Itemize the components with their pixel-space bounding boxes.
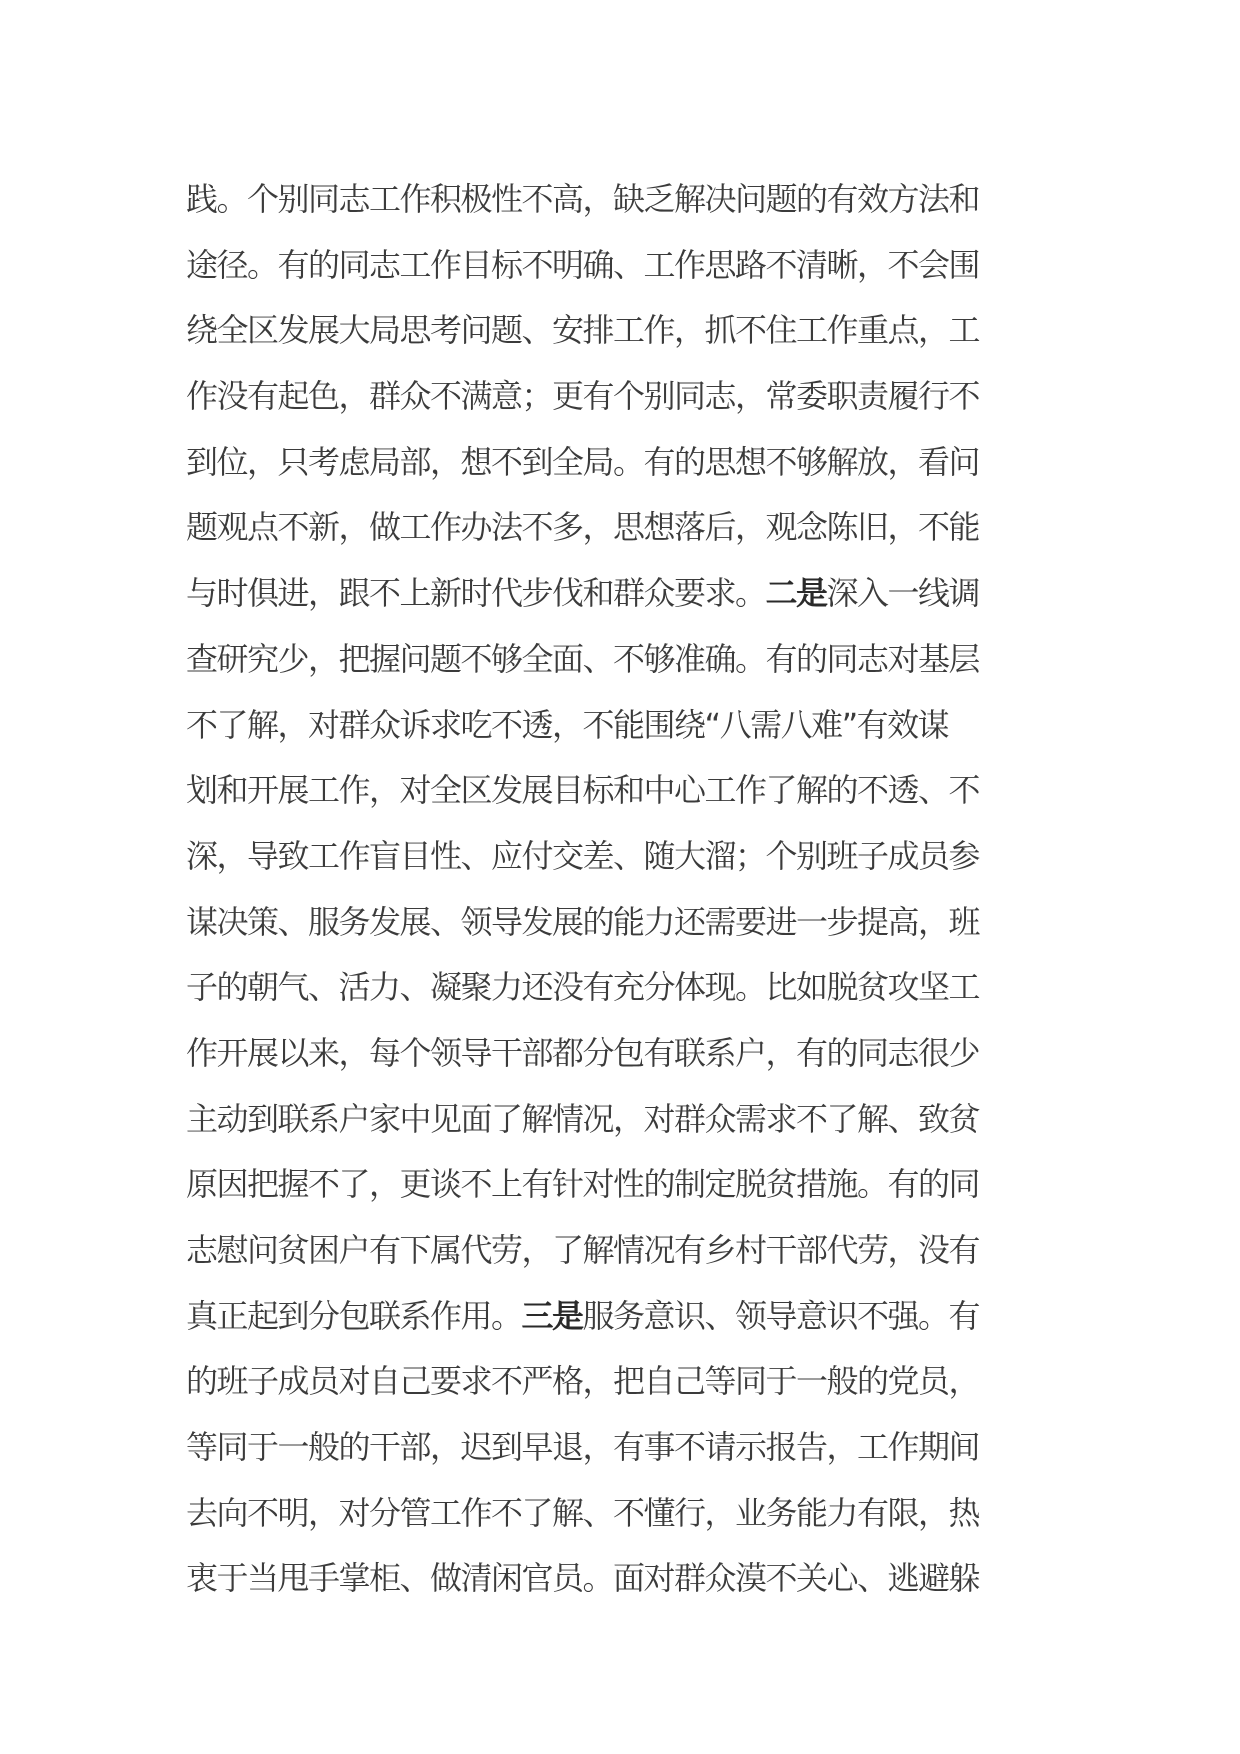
text-line: 到位，只考虑局部，想不到全局。有的思想不够解放，看问 [186, 442, 980, 481]
text-line: 不了解，对群众诉求吃不透，不能围绕“八需八难”有效谋 [186, 705, 949, 744]
text-line: 途径。有的同志工作目标不明确、工作思路不清晰，不会围 [186, 245, 980, 284]
text-line: 志慰问贫困户有下属代劳，了解情况有乡村干部代劳，没有 [186, 1231, 980, 1269]
text-line: 践。个别同志工作积极性不高，缺乏解决问题的有效方法和 [186, 180, 980, 218]
text-line: 题观点不新，做工作办法不多，思想落后，观念陈旧，不能 [186, 508, 980, 547]
text-segment: 深入一线调 [826, 574, 980, 613]
text-segment: 与时俱进，跟不上新时代步伐和群众要求。 [186, 574, 766, 613]
text-line [186, 1284, 1066, 1350]
text-line: 作没有起色，群众不满意；更有个别同志，常委职责履行不 [186, 377, 980, 416]
text-line: 查研究少，把握问题不够全面、不够准确。有的同志对基层 [186, 639, 980, 678]
text-line: 作开展以来，每个领导干部都分包有联系户，有的同志很少 [186, 1033, 980, 1072]
text-line: 的班子成员对自己要求不严格，把自己等同于一般的党员， [186, 1362, 980, 1401]
text-line: 子的朝气、活力、凝聚力还没有充分体现。比如脱贫攻坚工 [186, 968, 980, 1007]
text-segment: 真正起到分包联系作用。 [186, 1296, 522, 1335]
text-line: 原因把握不了，更谈不上有针对性的制定脱贫措施。有的同 [186, 1165, 980, 1204]
text-line [186, 561, 1066, 627]
text-line: 划和开展工作，对全区发展目标和中心工作了解的不透、不 [186, 771, 980, 810]
bold-marker: 三是 [521, 1296, 583, 1335]
text-line: 去向不明，对分管工作不了解、不懂行，业务能力有限，热 [186, 1493, 980, 1532]
text-line: 深，导致工作盲目性、应付交差、随大溜；个别班子成员参 [186, 836, 980, 875]
text-line: 绕全区发展大局思考问题、安排工作，抓不住工作重点，工 [186, 311, 980, 350]
text-line: 谋决策、服务发展、领导发展的能力还需要进一步提高，班 [186, 902, 980, 941]
text-line: 等同于一般的干部，迟到早退，有事不请示报告，工作期间 [186, 1428, 980, 1467]
text-segment: 服务意识、领导意识不强。有 [582, 1296, 980, 1335]
text-line: 主动到联系户家中见面了解情况，对群众需求不了解、致贫 [186, 1099, 980, 1138]
bold-marker: 二是 [765, 574, 827, 613]
text-line: 衷于当甩手掌柜、做清闲官员。面对群众漠不关心、逃避躲 [186, 1559, 980, 1598]
body-paragraph [186, 167, 1066, 1612]
